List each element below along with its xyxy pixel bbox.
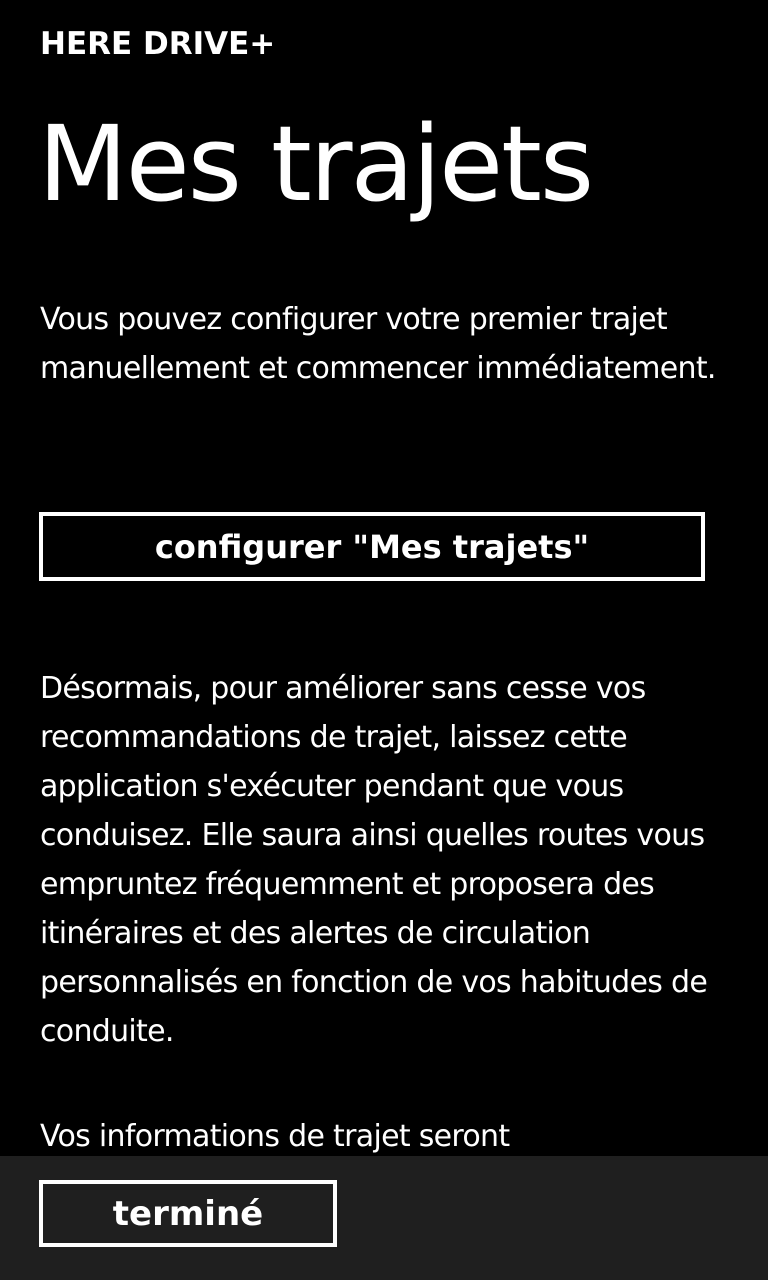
app-bar [0, 1156, 768, 1280]
configure-my-routes-button[interactable]: configurer "Mes trajets" [39, 512, 705, 581]
description-text: Désormais, pour améliorer sans cesse vos recommandations de trajet, laissez cette application s'exécuter pendant que vous conduisez. Elle saura ainsi quelles routes vous empruntez fréquemment et proposera des itinéraires et des alertes de circulation personnalisés en fonction de vos habitudes de conduite. [40, 671, 708, 1049]
privacy-text: Vos informations de trajet seront [40, 1119, 510, 1154]
done-button[interactable]: terminé [39, 1180, 337, 1247]
intro-text: Vous pouvez configurer votre premier trajet manuellement et commencer immédiatement. [40, 302, 716, 386]
app-title: HERE DRIVE+ [40, 26, 276, 62]
page-title: Mes trajets [38, 103, 593, 225]
